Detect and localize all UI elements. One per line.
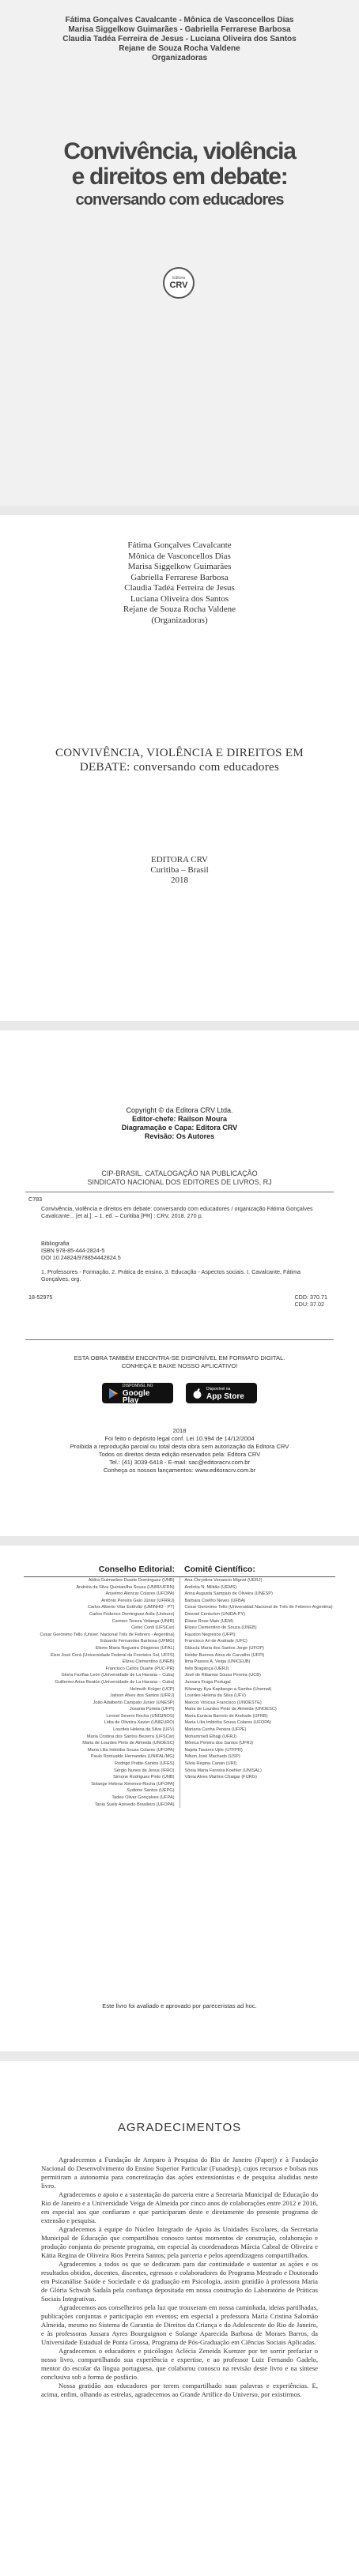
board-member: Elione Maria Nogueira Diogenes (UFAL): [95, 1645, 175, 1651]
committee-member: Mohammed Elhajji (UFRJ): [184, 1734, 237, 1739]
acknowledgement-paragraph: Agradecemos aos conselheiros pela luz que trouxeram em nossa caminhada, ideias partilhadas, publicações conjuntas e participação em eventos; em especial a professora Maria Cristina Salomão Almeida, mesmo no Sistema de Garantia de Direitos da Criança e do Adolescente do Rio de Janeiro, e às professoras Jussara Ayres Bourguignon e Solange Aparecida Barbosa de Moraes Barros, da Universidade Estadual de Ponta Grossa, Programa de Pós-Graduação em Ciências Sociais Aplicadas.: [41, 2303, 318, 2346]
title-page-publisher: [0, 855, 359, 886]
acknowledgement-paragraph: Agradecemos a Fundação de Amparo à Pesquisa do Rio de Janeiro (Faperj) e à Fundação Nacional do Desenvolvimento do Ensino Superior Particular (Funadesp), cujos recursos e bolsas nos permitiram a autonomia para concretização das ações extensionistas e de pesquisa aludidas neste livro.: [41, 2156, 318, 2190]
catalog-title: [0, 1169, 359, 1187]
publisher-logo: [163, 267, 195, 299]
title-page: [0, 515, 359, 1021]
copyright-line: Copyright © da Editora CRV Ltda.: [126, 1106, 233, 1114]
committee-member: Andréia N. Militão (UEMS): [184, 1584, 237, 1590]
catalog-title-line: CIP-BRASIL. CATALOGAÇÃO NA PUBLICAÇÃO: [101, 1169, 258, 1177]
cover-authors: [0, 16, 359, 63]
copyright-header: [0, 1106, 359, 1141]
digital-availability: [32, 1354, 327, 1370]
board-member: Carlos Federico Dominguez Avila (Unieuro): [89, 1611, 175, 1617]
catalog-entry: Convivência, violência e direitos em debate: conversando com educadores / organização Fátima Gonçalves Cavalcante... [et al.]. – 1. ed. – Curitiba [PR] : CRV, 2018. 270 p.: [41, 1205, 313, 1219]
acknowledgement-paragraph: Agradecemos à equipe do Núcleo Integrado de Apoio às Unidades Escolares, da Secretaria Municipal de Educação que compartilhou conosco tantos momentos de construção, colaboração e produção conjunta do presente programa, em especial às coordenadoras Márcia Cabral de Oliveira e Kátia Regina de Oliveira Rios Pereira Santos; pela parceria e pelos aprendizagens compartilhados.: [41, 2225, 318, 2259]
committee-member: Helder Buenos Aires de Carvalho (UFPI): [184, 1652, 265, 1658]
editor-line: Editor-chefe: Railson Moura: [131, 1115, 227, 1123]
legal-line: Foi feito o depósito legal conf. Lei 10.994 de 14/12/2004: [104, 1435, 255, 1442]
google-play-big: Google Play: [122, 1388, 150, 1405]
cover-subtitle-line: conversando com educadores: [75, 191, 284, 209]
organizers-label: (Organizadoras): [151, 615, 208, 625]
board-member: Maria Cristina dos Santos Bezerra (UFSCar): [86, 1734, 175, 1739]
author-name: Mônica de Vasconcellos Dias: [128, 551, 231, 561]
board-member: Josania Portela (UFPI): [129, 1707, 175, 1712]
catalog-classification: [294, 1294, 327, 1308]
cover-page: [0, 0, 359, 506]
app-badges: [0, 1383, 359, 1403]
board-member: Lourdes Helena da Silva (UFV): [113, 1727, 175, 1733]
acknowledgement-paragraph: Agradecemos a todos os que se dedicaram para dar continuidade e sustentar as ações e os resultados obtidos, docentes, discentes, egressos e colaboradores do Programa Mestrado e Doutorado em Psicanálise Saúde e Sociedade e da graduação em Psicologia, assim gratidão à professora Maria de Glória Schwab Sadala pela confiança depositada em nossa construção do Laboratório de Práticas Sociais Integrativas.: [41, 2260, 318, 2303]
bibliography-line: Bibliografia: [41, 1240, 70, 1247]
acknowledgements-body: [41, 2156, 318, 2399]
board-member: Tania Suely Azevedo Brasileiro (UFOPA): [94, 1802, 175, 1807]
publisher-year: 2018: [171, 876, 188, 885]
cover-title: [0, 139, 359, 210]
committee-member: Anna Augusta Sampaio de Oliveira (UNESP): [184, 1591, 273, 1597]
board-member: Leonel Severo Rocha (UNISINOS): [106, 1713, 175, 1719]
catalog-record-number: 18-52975: [28, 1294, 53, 1301]
board-member: Maria Lília Imbiriba Sousa Colares (UFOPA): [87, 1747, 175, 1753]
committee-member: Mônica Pereira dos Santos (UFRJ): [184, 1741, 254, 1746]
board-member: Gloria Fariñas León (Universidade de La Havana – Cuba): [61, 1673, 175, 1678]
catalog-subjects: 1. Professores - Formação. 2. Prática de ensino. 3. Educação - Aspectos sociais. I. Cavalcante, Fátima Gonçalves. org.: [41, 1268, 300, 1282]
catalog-code: C783: [28, 1196, 43, 1203]
board-member: Lídia de Oliveira Xavier (UNIEURO): [104, 1720, 175, 1726]
committee-member: Barbara Coelho Neves (UFBA): [184, 1598, 246, 1603]
acknowledgement-paragraph: Nossa gratidão aos educadores por terem compartilhado suas palavras e experiências. E, acima, enfim, olhando as estrelas, agradecemos ao Grande Artífice do Universo, por existirmos.: [41, 2382, 318, 2398]
logo-big-text: CRV: [169, 281, 188, 290]
committee-member: Maria Lília Imbiriba Sousa Colares (UFOPA): [184, 1720, 272, 1726]
board-member: Simone Rodrigues Pinto (UNB): [113, 1775, 175, 1780]
catalog-title-line: SINDICATO NACIONAL DOS EDITORES DE LIVROS, RJ: [87, 1178, 272, 1186]
acknowledgement-paragraph: Agradecemos o apoio e a sustentação do parceria entre a Secretaria Municipal de Educação do Rio de Janeiro e a Universidade Veiga de Almeida por cinco anos de colaborações entre 2012 e 2016, em especial aos que confiaram e que participaram deste e diretamente do presente programa de extensão e pesquisa.: [41, 2190, 318, 2224]
board-member: Solange Helena Ximenes-Rocha (UFOPA): [91, 1781, 175, 1787]
editorial-board-page: [0, 1546, 359, 2051]
cover-title-line: e direitos em debate:: [71, 164, 288, 190]
legal-line: Todos os direitos desta edição reservados pela: Editora CRV: [98, 1451, 261, 1458]
cover-author-line: Claudia Tadéa Ferreira de Jesus - Luciana Oliveira dos Santos: [62, 35, 297, 43]
author-name: Marisa Siggelkow Guimarães: [127, 562, 232, 571]
committee-member: Vânia Alves Martins Chaigar (FURG): [184, 1775, 257, 1780]
board-member: Francisco Carlos Duarte (PUC-PR): [105, 1666, 175, 1671]
committee-member: Silvia Regina Canan (URI): [184, 1761, 237, 1767]
committee-member: Eliane Rose Maio (UEM): [184, 1618, 234, 1624]
board-member: Aldira Guimarães Duarte Domínguez (UNB): [88, 1578, 175, 1583]
app-store-big: App Store: [206, 1392, 244, 1401]
title-page-authors: [0, 540, 359, 626]
isbn-line: ISBN 978-85-444-2824-5: [41, 1247, 105, 1254]
editorial-council-title: Conselho Editorial:: [98, 1565, 175, 1574]
website-line: Conheça os nossos lançamentos: www.editoracrv.com.br: [103, 1467, 256, 1474]
board-member: Rodrigo Pratte-Santos (UFES): [114, 1761, 175, 1767]
board-member: Maria de Lourdes Pinto de Almeida (UNOESC): [82, 1741, 175, 1746]
committee-member: Cesar Gerónimo Tello (Universidad Nacional de Três de Febrero-Argentina): [184, 1605, 333, 1610]
author-name: Claudia Tadéa Ferreira de Jesus: [124, 583, 235, 593]
title-page-title: CONVIVÊNCIA, VIOLÊNCIA E DIREITOS EM DEBATE: conversando com educadores: [55, 747, 304, 774]
board-member: Jailson Alves dos Santos (UFRJ): [110, 1693, 175, 1699]
author-name: Luciana Oliveira dos Santos: [130, 593, 229, 604]
board-member: Celso Conti (UFSCar): [131, 1625, 175, 1631]
board-member: Antônio Pereira Gaio Júnior (UFRRJ): [101, 1598, 175, 1603]
catalog-bibliography: [41, 1240, 329, 1261]
committee-member: Diosnel Centurion (UNIDA-PY): [184, 1611, 245, 1617]
cover-author-line: Marisa Siggelkow Guimarães - Gabriella Ferrarese Barbosa: [68, 25, 291, 34]
cover-organizers-label: Organizadoras: [151, 54, 208, 62]
committee-member: Mariana Cunha Pereira (UFPE): [184, 1727, 247, 1733]
scientific-committee-title: Comitê Científico:: [184, 1565, 255, 1574]
board-member: Andréia da Silva Quintanilha Sousa (UNIR/UFRN): [76, 1584, 175, 1590]
cdd-line: CDD: 370.71: [294, 1294, 327, 1301]
committee-member: Elizeu Clementino de Souza (UNEB): [184, 1625, 257, 1631]
board-member: Cesar Gerónimo Tello (Univer. Nacional Três de Febrero - Argentina): [40, 1632, 175, 1637]
google-play-small: DISPONÍVEL NO: [122, 1383, 153, 1388]
legal-year: 2018: [172, 1427, 187, 1434]
acknowledgements-page: [0, 2061, 359, 2576]
board-member: Sérgio Nunes de Jesus (IFRO): [114, 1768, 175, 1773]
board-member: Tadeu Oliver Gonçalves (UFPA): [111, 1795, 175, 1800]
publisher-name: EDITORA CRV: [151, 855, 208, 864]
legal-notice: [24, 1427, 335, 1474]
play-triangle-icon: [108, 1388, 119, 1399]
editorial-board: [24, 1565, 335, 1968]
availability-line: ESTA OBRA TAMBÉM ENCONTRA-SE DISPONÍVEL EM FORMATO DIGITAL.: [74, 1354, 285, 1361]
cdu-line: CDU: 37.02: [294, 1301, 324, 1308]
board-member: Carlos Alberto Vilar Estêvão (UMINHO - PT): [87, 1605, 175, 1610]
doi-line: DOI 10.24824/978854442824.5: [41, 1254, 121, 1261]
contact-line: Tel.: (41) 3039-6418 - E-mail: sac@editoracrv.com.br: [108, 1459, 251, 1466]
board-member: Carmen Tereza Velanga (UNIR): [111, 1618, 175, 1624]
copyright-page: [0, 1030, 359, 1536]
committee-member: Maria Eurácia Barreto de Andrade (UFRB): [184, 1713, 268, 1719]
committee-member: Lourdes Helena da Silva (UFV): [184, 1693, 246, 1699]
cover-title-line: Convivência, violência: [63, 138, 296, 164]
cover-author-line: Fátima Gonçalves Cavalcante - Mônica de Vasconcellos Dias: [65, 16, 294, 24]
board-member: Elizeu Clementino (UNEB): [122, 1659, 175, 1665]
board-member: Helmuth Krüger (UCP): [130, 1686, 175, 1692]
author-name: Rejane de Souza Rocha Valdene: [123, 604, 236, 614]
google-play-badge[interactable]: [102, 1383, 173, 1403]
committee-member: Marcos Vinicius Francisco (UNOESTE): [184, 1700, 262, 1705]
committee-member: Inês Bragança (UERJ): [184, 1666, 229, 1671]
availability-line: CONHEÇA E BAIXE NOSSO APLICATIVO!: [121, 1362, 238, 1369]
committee-member: Francisco Ari de Andrade (UFC): [184, 1639, 248, 1644]
acknowledgement-paragraph: Agradecemos o educadores e psicólogos Aclécia Zeneida Ksenzer por ter sorrir prefaciar o nosso livro, compartilhando sua experiência e expertise, e ao professor Luiz Fernando Gadelo, mentor do escolar da língua portuguesa, que colaborou conosco na revisão deste livro e na síntese conclusiva sob a forma de posfácio.: [41, 2347, 318, 2381]
acknowledgements-title: AGRADECIMENTOS: [117, 2121, 242, 2134]
logo-small-text: Editora: [172, 276, 185, 281]
board-member: Sydione Santos (UEPG): [127, 1788, 175, 1794]
committee-member: Nilson José Machado (USP): [184, 1754, 240, 1760]
legal-line: Proibida a reprodução parcial ou total desta obra sem autorização da Editora CRV: [70, 1443, 289, 1450]
peer-review-note: Este livro foi avaliado e aprovado por pareceristas ad hoc.: [102, 2002, 257, 2009]
committee-member: Ana Chrystina Venancio Mignot (UERJ): [184, 1578, 263, 1583]
committee-member: Jussara Fraga Portugal: [184, 1679, 231, 1685]
app-store-small: Disponível na: [206, 1387, 231, 1392]
committee-member: Kilwangy Kya Kapitango-a-Samba (Unemat): [184, 1686, 272, 1692]
board-member: João Adalberto Campato Junior (UNESP): [93, 1700, 175, 1705]
committee-member: Najela Tavares Ujiie (UTFPR): [184, 1747, 243, 1753]
committee-member: Sônia Maria Ferreira Koehler (UNISAL): [184, 1768, 262, 1773]
review-line: Revisão: Os Autores: [144, 1132, 215, 1140]
publisher-city: Curitiba – Brasil: [150, 865, 209, 875]
apple-icon: [191, 1388, 202, 1399]
board-member: Guillermo Arias Beatón (Universidade de La Havana – Cuba): [55, 1679, 175, 1685]
committee-member: José de Ribamar Sousa Pereira (UCB): [184, 1673, 261, 1678]
catalog-record: [25, 1192, 334, 1340]
scientific-committee-list: [180, 1577, 336, 1808]
author-name: Gabriella Ferrarese Barbosa: [130, 572, 229, 582]
editorial-council-list: [24, 1577, 180, 1808]
author-name: Fátima Gonçalves Cavalcante: [127, 540, 232, 550]
board-member: Eduardo Fernandes Barbosa (UFMG): [100, 1639, 175, 1644]
layout-line: Diagramação e Capa: Editora CRV: [121, 1124, 238, 1132]
board-member: Élsio José Corá (Universidade Federal da Fronteira Sul, UFFS): [50, 1652, 175, 1658]
committee-member: Fauston Negreiros (UFPI): [184, 1632, 236, 1637]
committee-member: Maria de Lourdes Pinto de Almeida (UNOESC): [184, 1707, 277, 1712]
committee-member: Gláucia Maria dos Santos Jorge (UFOP): [184, 1645, 264, 1651]
cover-author-line: Rejane de Souza Rocha Valdene: [119, 44, 240, 53]
board-header: [24, 1565, 335, 1577]
board-member: Paulo Romualdo Hernandes (UNIFAL/MG): [90, 1754, 175, 1760]
board-member: Anselmo Alencar Colares (UFOPA): [105, 1591, 175, 1597]
app-store-badge[interactable]: [186, 1383, 257, 1403]
committee-member: Ilma Passos A. Veiga (UNICEUB): [184, 1659, 251, 1665]
